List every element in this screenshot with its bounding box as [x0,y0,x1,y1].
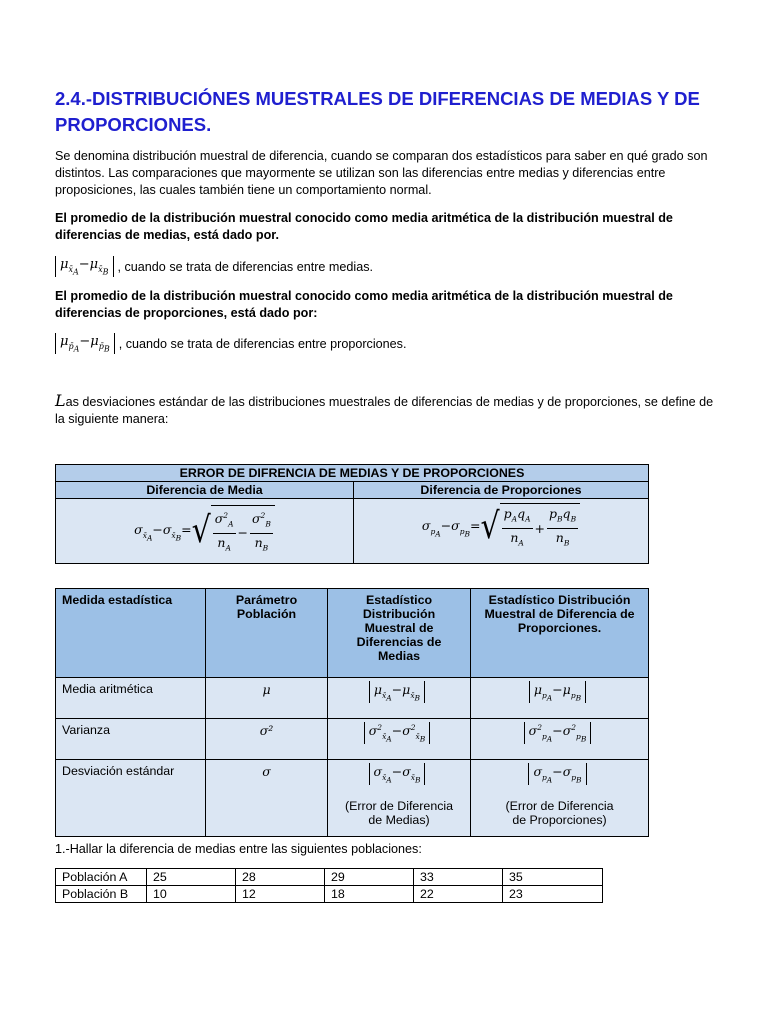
header-parameter: Parámetro Población [206,589,328,678]
props-diff-expression: $\mu_{p̄_A}-\mu_{p̄_B}$ [55,333,115,354]
row-mean-label: Media aritmética [56,678,206,719]
table-row [56,886,603,903]
row-mean-param: μ [206,678,328,719]
means-diff-expression: $\mu_{x̄_A}-\mu_{x̄_B}$ [55,256,114,277]
exercise-prompt: 1.-Hallar la diferencia de medias entre las siguientes poblaciones: [55,842,422,856]
error-table-col-means: Diferencia de Media [56,482,354,499]
row-sd-label: Desviación estándar [56,760,206,837]
population-b-value: 22 [414,886,503,903]
row-sd-props: $\sigma_{p_A}-\sigma_{p_B}$ (Error de Diferencia de Proporciones) [471,760,649,837]
population-b-label: Población B [56,886,147,903]
props-error-formula: $\sigma_{p_A}-\sigma_{p_B}=$ √ $\frac{p_Aq_A}{n_A}$ + $\frac{p_Bq_B}{n_B}$ [354,499,649,564]
table-row [56,869,603,886]
row-sd-means-note: (Error de Diferencia de Medias) [344,799,454,827]
population-a-value: 29 [325,869,414,886]
row-mean-props: $\mu_{p_A}-\mu_{p_B}$ [471,678,649,719]
row-variance-label: Varianza [56,719,206,760]
sd-text: as desviaciones estándar de las distribuciones muestrales de diferencias de medias y de proporciones, se define de la siguiente manera: [55,395,714,426]
sd-paragraph [55,392,715,428]
intro-paragraph: Se denomina distribución muestral de diferencia, cuando se comparan dos estadísticos para saber en qué grado son distintos. Las comparaciones que mayormente se utilizan son las diferencias entre medias y diferencias entre proposiciones, las cuales también tiene un comportamiento normal. [55,149,708,197]
props-formula-text: , cuando se trata de diferencias entre proporciones. [118,336,407,351]
population-a-label: Población A [56,869,147,886]
population-a-value: 33 [414,869,503,886]
error-table [55,464,649,564]
statistics-table [55,588,649,837]
props-paragraph: El promedio de la distribución muestral conocido como media aritmética de la distribución muestral de diferencias de proporciones, está dado por: [55,289,673,320]
population-table [55,868,603,903]
means-error-formula: $\sigma_{x̄_A}-\sigma_{x̄_B}=$ √ $\frac{\sigma^2_A}{n_A}$ − $\frac{\sigma^2_B}{n_B}$ [56,499,354,564]
population-b-value: 10 [147,886,236,903]
row-variance-props: $\sigma^2_{p_A}-\sigma^2_{p_B}$ [471,719,649,760]
row-sd-means: $\sigma_{x̄_A}-\sigma_{x̄_B}$ (Error de Diferencia de Medias) [328,760,471,837]
row-mean-means: $\mu_{x̄_A}-\mu_{x̄_B}$ [328,678,471,719]
props-formula [55,333,406,354]
means-formula [55,256,373,277]
header-means-stat: Estadístico Distribución Muestral de Diferencias de Medias [328,589,471,678]
error-table-col-props: Diferencia de Proporciones [354,482,649,499]
header-props-stat: Estadístico Distribución Muestral de Diferencia de Proporciones. [471,589,649,678]
population-a-value: 35 [503,869,603,886]
row-variance-means: $\sigma^2_{x̄_A}-\sigma^2_{x̄_B}$ [328,719,471,760]
population-b-value: 18 [325,886,414,903]
population-b-value: 23 [503,886,603,903]
means-paragraph: El promedio de la distribución muestral conocido como media aritmética de la distribución muestral de diferencias de medias, está dado por. [55,211,673,242]
means-formula-text: , cuando se trata de diferencias entre medias. [117,259,374,274]
population-a-value: 25 [147,869,236,886]
population-a-value: 28 [236,869,325,886]
section-title: 2.4.-DISTRIBUCIÓNES MUESTRALES DE DIFERENCIAS DE MEDIAS Y DE PROPORCIONES. [55,88,700,135]
sd-initial: L [55,391,66,410]
population-b-value: 12 [236,886,325,903]
header-measure: Medida estadística [56,589,206,678]
row-variance-param: σ² [206,719,328,760]
row-sd-props-note: (Error de Diferencia de Proporciones) [505,799,614,827]
error-table-title: ERROR DE DIFRENCIA DE MEDIAS Y DE PROPORCIONES [56,465,649,482]
row-sd-param: σ [206,760,328,837]
